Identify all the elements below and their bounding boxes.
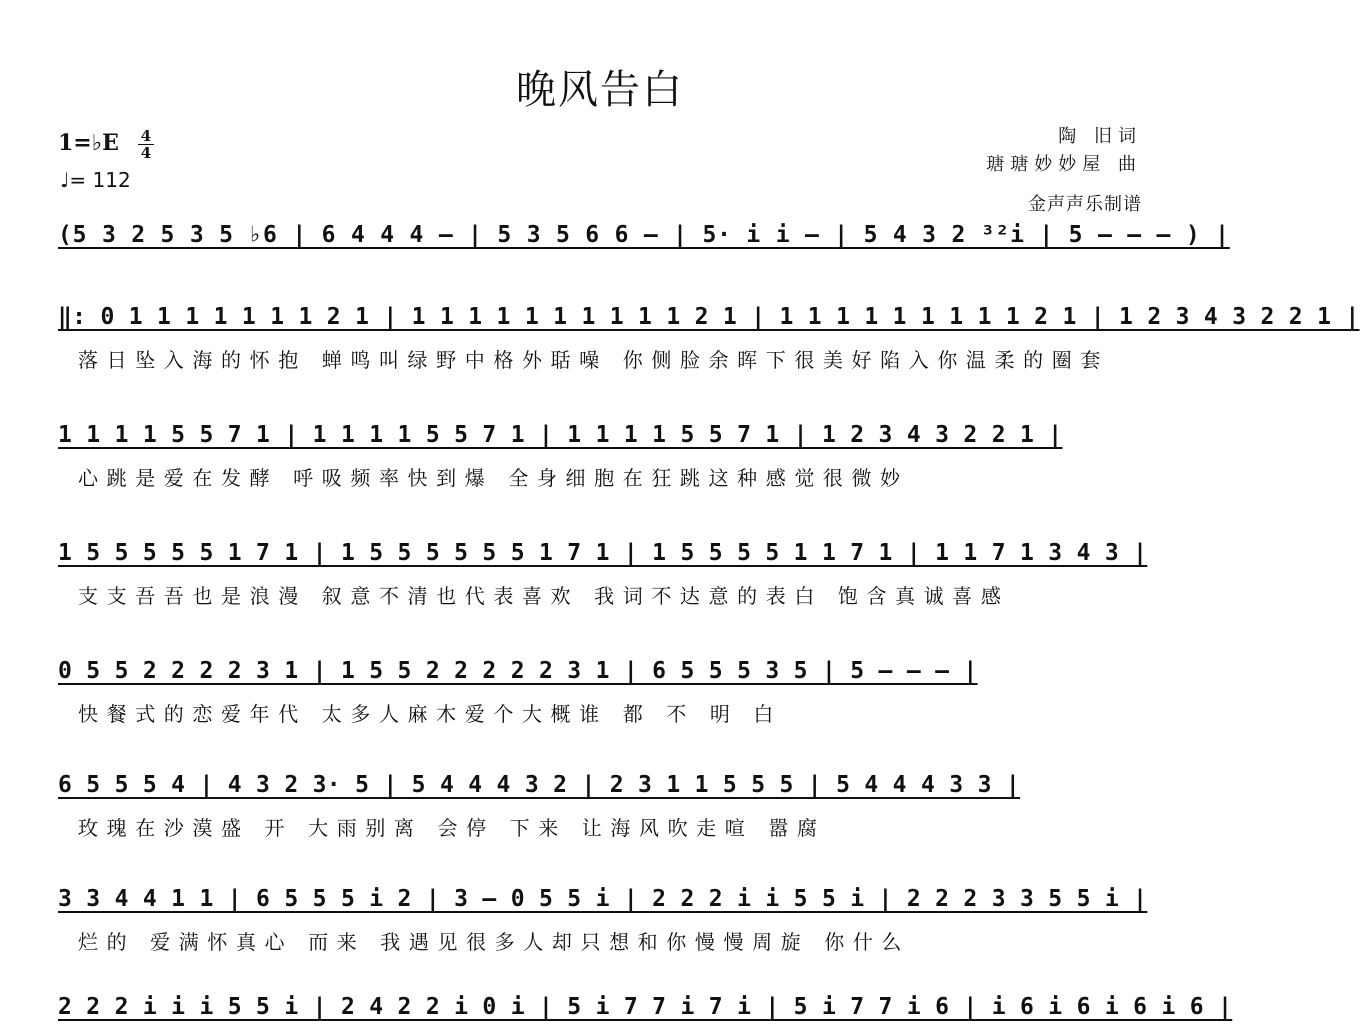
composer-credit: 瑭瑭妙妙屋 曲: [986, 154, 1142, 175]
song-title: 晚风告白: [516, 67, 684, 113]
lyric-line: 心跳是爱在发酵 呼吸频率快到爆 全身细胞在狂跳这种感觉很微妙: [78, 466, 909, 490]
time-signature-bottom: 4: [140, 144, 152, 162]
notation-line: 6 5 5 5 4 | 4 3 2 3· 5 | 5 4 4 4 3 2 | 2 3 1 1 5 5 5 | 5 4 4 4 3 3 |: [58, 772, 1021, 798]
notation-line: (5 3 2 5 3 5 ♭6 | 6 4 4 4 – | 5 3 5 6 6 – | 5· i i – | 5 4 3 2 ³²i | 5 – – – ) |: [58, 222, 1230, 248]
time-signature-top: 4: [140, 127, 152, 145]
tempo-marking: ♩= 112: [60, 168, 131, 192]
notation-line: 1 5 5 5 5 5 1 7 1 | 1 5 5 5 5 5 5 1 7 1 | 1 5 5 5 5 1 1 7 1 | 1 1 7 1 3 4 3 |: [58, 540, 1148, 566]
lyric-line: 落日坠入海的怀抱 蝉鸣叫绿野中格外聒噪 你侧脸余晖下很美好陷入你温柔的圈套: [78, 348, 1109, 372]
notation-line: 0 5 5 2 2 2 2 3 1 | 1 5 5 2 2 2 2 2 3 1 | 6 5 5 5 3 5 | 5 – – – |: [58, 658, 978, 684]
notation-line: 3 3 4 4 1 1 | 6 5 5 5 i 2 | 3 – 0 5 5 i | 2 2 2 i i 5 5 i | 2 2 2 3 3 5 5 i |: [58, 886, 1148, 912]
lyric-line: 支支吾吾也是浪漫 叙意不清也代表喜欢 我词不达意的表白 饱含真诚喜感: [78, 584, 1010, 608]
lyric-line: 玫瑰在沙漠盛 开 大雨别离 会停 下来 让海风吹走喧 嚣腐: [78, 816, 826, 840]
lyric-line: 烂的 爱满怀真心 而来 我遇见很多人却只想和你慢慢周旋 你什么: [78, 930, 911, 954]
lyricist-credit: 陶 旧词: [1058, 126, 1142, 147]
publisher-credit: 金声声乐制谱: [1028, 194, 1142, 215]
notation-line: 1 1 1 1 5 5 7 1 | 1 1 1 1 5 5 7 1 | 1 1 1 1 5 5 7 1 | 1 2 3 4 3 2 2 1 |: [58, 422, 1063, 448]
lyric-line: 快餐式的恋爱年代 太多人麻木爱个大概谁 都 不 明 白: [78, 702, 782, 726]
time-signature: [138, 128, 154, 161]
notation-line: 2 2 2 i i i 5 5 i | 2 4 2 2 i 0 i | 5 i 7 7 i 7 i | 5 i 7 7 i 6 | i 6 i 6 i 6 i 6 |: [58, 994, 1233, 1020]
key-signature: 1=♭E: [58, 130, 119, 156]
notation-line: ‖: 0 1 1 1 1 1 1 1 2 1 | 1 1 1 1 1 1 1 1 1 1 2 1 | 1 1 1 1 1 1 1 1 1 2 1 | 1 2 3 4 3 2 2 1 |: [58, 304, 1360, 330]
